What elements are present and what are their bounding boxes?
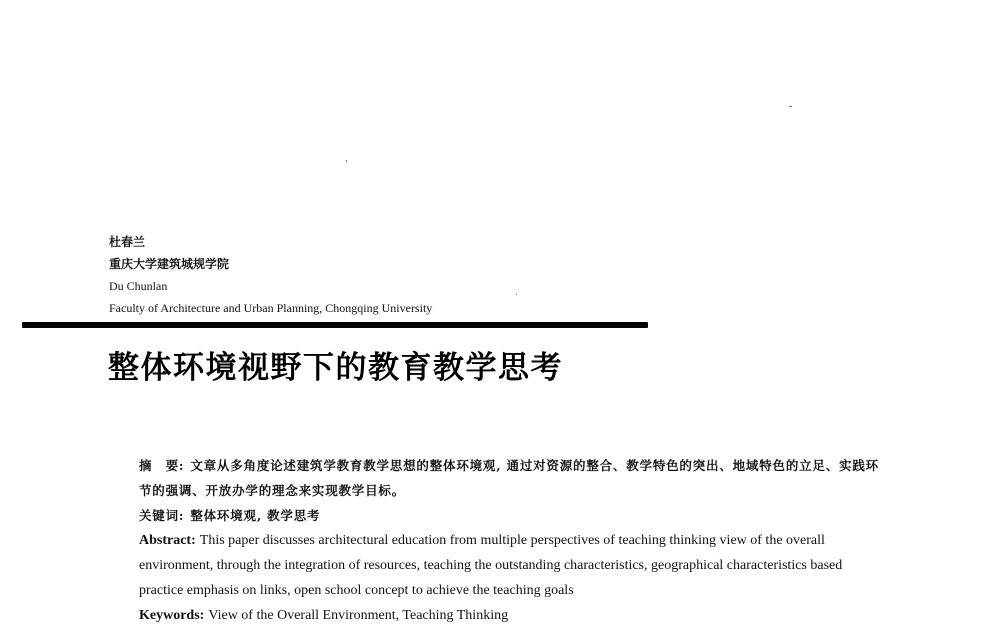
abstract-en-label: Abstract: — [139, 533, 196, 548]
author-block — [109, 231, 432, 319]
abstract-cn-text: 文章从多角度论述建筑学教育教学思想的整体环境观, 通过对资源的整合、教学特色的突出、地域特色的立足、实践环节的强调、开放办学的理念来实现教学目标。 — [139, 458, 879, 498]
keywords-en-label: Keywords: — [139, 608, 205, 623]
abstract-en-text: This paper discusses architectural education from multiple perspectives of teaching thinking view of the overall environment, through the integration of resources, teaching the outstanding characteristics, geographical characteristics based practice emphasis on links, open school concept to achieve the teaching goals — [139, 533, 843, 598]
keywords-cn — [139, 503, 889, 528]
affiliation-en: Faculty of Architecture and Urban Planning, Chongqing University — [109, 301, 433, 315]
keywords-cn-label: 关键词: — [139, 508, 185, 523]
scan-speck — [516, 294, 517, 295]
scan-speck — [789, 106, 792, 107]
abstract-en — [139, 528, 889, 603]
scan-speck — [346, 160, 347, 162]
abstract-cn — [139, 453, 889, 503]
keywords-en-text: View of the Overall Environment, Teaching Thinking — [208, 608, 509, 623]
keywords-cn-text: 整体环境观, 教学思考 — [190, 508, 321, 523]
author-name-cn: 杜春兰 — [109, 235, 146, 249]
affiliation-cn: 重庆大学建筑城规学院 — [109, 257, 230, 271]
keywords-en — [139, 603, 889, 628]
abstract-cn-label: 摘 要: — [139, 458, 185, 473]
abstract-section — [139, 453, 889, 628]
paper-title: 整体环境视野下的教育教学思考 — [108, 350, 563, 386]
author-name-en: Du Chunlan — [109, 279, 168, 293]
title-rule — [22, 322, 648, 328]
